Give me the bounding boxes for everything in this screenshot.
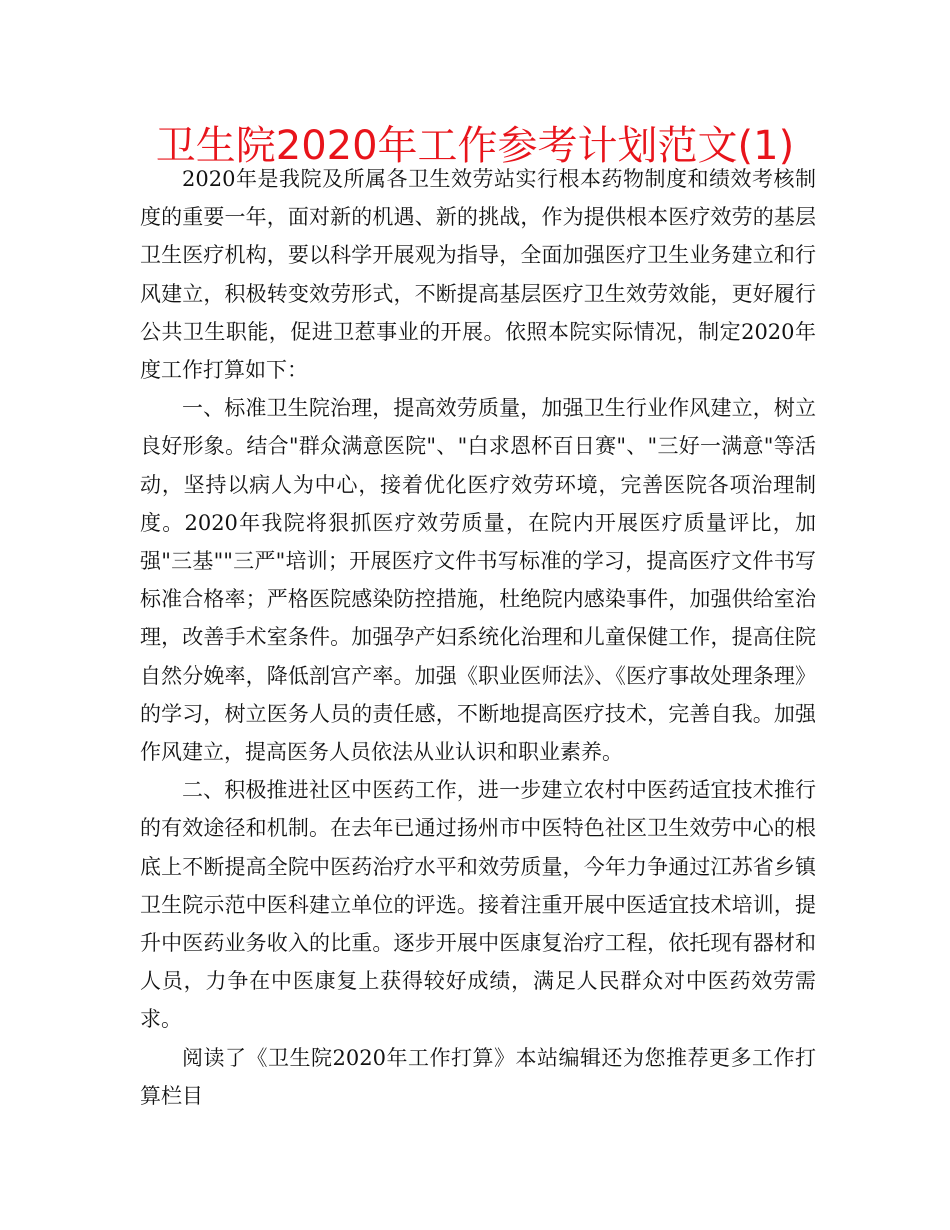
document-title: 卫生院2020年工作参考计划范文(1) (155, 123, 795, 169)
paragraph-intro: 2020年是我院及所属各卫生效劳站实行根本药物制度和绩效考核制度的重要一年，面对新的机遇、新的挑战，作为提供根本医疗效劳的基层卫生医疗机构，要以科学开展观为指导，全面加强医疗卫生业务建立和行风建立，积极转变效劳形式，不断提高基层医疗卫生效劳效能，更好履行公共卫生职能，促进卫惹事业的开展。依照本院实际情况，制定2020年度工作打算如下： (140, 167, 816, 383)
paragraph-section-one: 一、标准卫生院治理，提高效劳质量，加强卫生行业作风建立，树立良好形象。结合"群众满意医院"、"白求恩杯百日赛"、"三好一满意"等活动，坚持以病人为中心，接着优化医疗效劳环境，完善医院各项治理制度。2020年我院将狠抓医疗效劳质量，在院内开展医疗质量评比，加强"三基""三严"培训；开展医疗文件书写标准的学习，提高医疗文件书写标准合格率；严格医院感染防控措施，杜绝院内感染事件，加强供给室治理，改善手术室条件。加强孕产妇系统化治理和儿童保健工作，提高住院自然分娩率，降低剖宫产率。加强《职业医师法》、《医疗事故处理条理》的学习，树立医务人员的责任感，不断地提高医疗技术，完善自我。加强作风建立，提高医务人员依法从业认识和职业素养。 (140, 396, 816, 765)
paragraph-footer-note: 阅读了《卫生院2020年工作打算》本站编辑还为您推荐更多工作打算栏目 (140, 1045, 816, 1108)
document-body (140, 160, 816, 1115)
paragraph-section-two: 二、积极推进社区中医药工作，进一步建立农村中医药适宜技术推行的有效途径和机制。在去年已通过扬州市中医特色社区卫生效劳中心的根底上不断提高全院中医药治疗水平和效劳质量，今年力争通过江苏省乡镇卫生院示范中医科建立单位的评选。接着注重开展中医适宜技术培训，提升中医药业务收入的比重。逐步开展中医康复治疗工程，依托现有器材和人员，力争在中医康复上获得较好成绩，满足人民群众对中医药效劳需求。 (140, 778, 816, 1032)
